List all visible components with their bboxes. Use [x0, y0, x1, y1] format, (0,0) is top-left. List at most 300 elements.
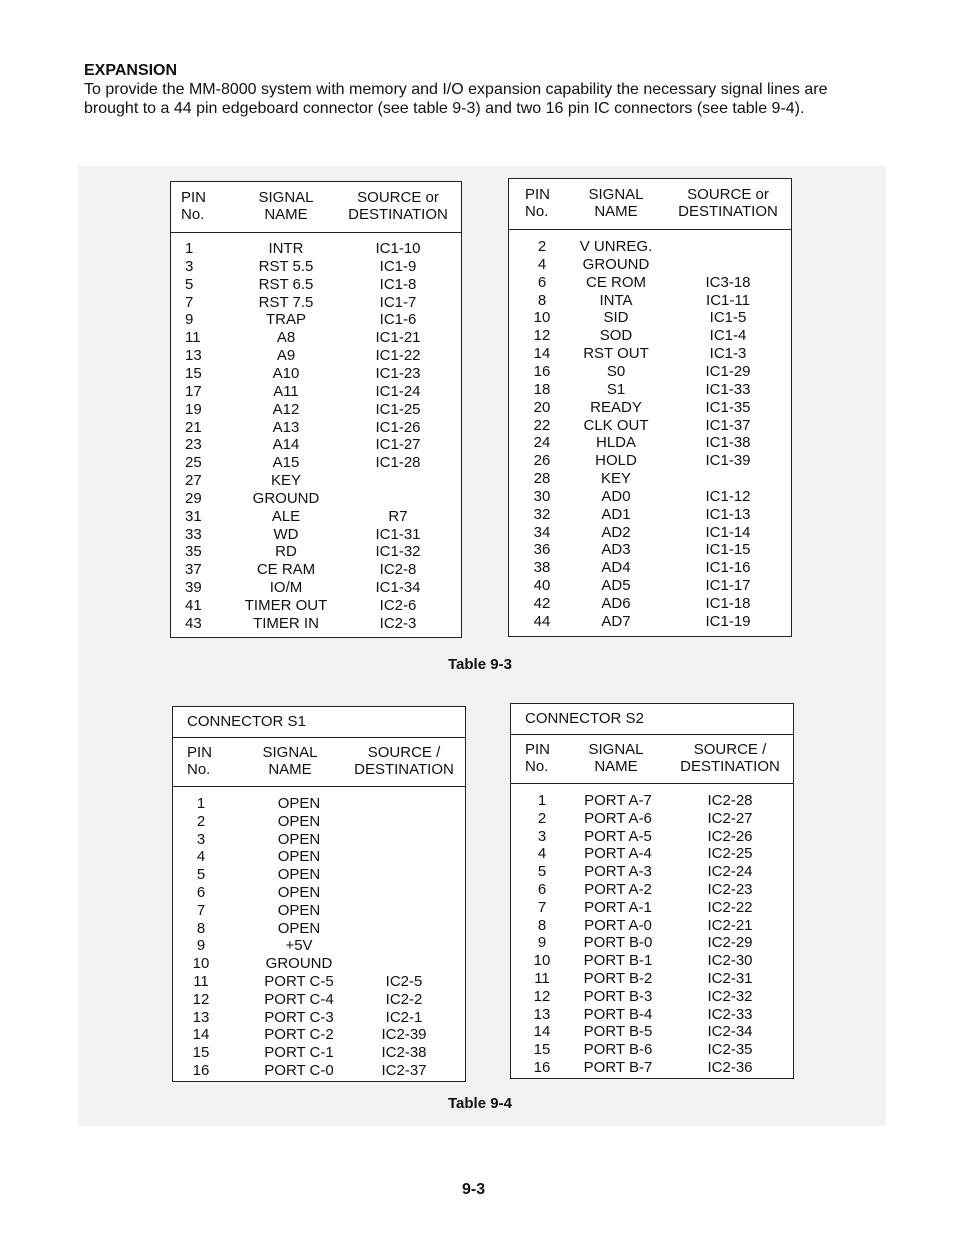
- signal-cell: RST 7.5: [258, 293, 314, 311]
- pin-cell: 16: [533, 1059, 551, 1076]
- signal-cell: PORT B-2: [583, 970, 653, 987]
- pin-cell: 29: [185, 489, 202, 507]
- table-row: [173, 848, 465, 866]
- pin-cell: 5: [196, 866, 206, 884]
- table-row: [173, 973, 465, 991]
- signal-header: SIGNAL NAME: [262, 744, 318, 778]
- signal-cell: IO/M: [269, 579, 303, 597]
- signal-cell: OPEN: [277, 901, 321, 919]
- signal-cell: PORT B-7: [583, 1059, 653, 1076]
- signal-header: SIGNAL NAME: [588, 741, 644, 775]
- table-row: [509, 363, 791, 381]
- table-row: [173, 795, 465, 813]
- pin-cell: 1: [185, 240, 194, 257]
- pin-cell: 14: [192, 1026, 210, 1044]
- pin-cell: 19: [185, 400, 202, 418]
- table-row: [171, 311, 461, 329]
- pin-cell: 6: [537, 273, 547, 291]
- pin-cell: 20: [533, 398, 551, 416]
- source-cell: IC2-23: [707, 881, 753, 898]
- signal-cell: AD0: [601, 487, 631, 505]
- signal-cell: RST 5.5: [258, 257, 314, 275]
- signal-cell: PORT B-0: [583, 934, 653, 952]
- source-cell: IC1-26: [375, 418, 421, 436]
- signal-header: SIGNAL NAME: [258, 189, 314, 223]
- signal-cell: PORT A-5: [584, 827, 652, 845]
- pin-cell: 16: [533, 362, 551, 380]
- source-cell: IC1-18: [705, 595, 751, 612]
- table-row: [171, 383, 461, 401]
- source-header: SOURCE / DESTINATION: [680, 741, 780, 775]
- pin-cell: 11: [193, 973, 209, 990]
- pin-cell: 4: [537, 255, 547, 273]
- pin-cell: 16: [192, 1062, 210, 1079]
- pin-cell: 31: [185, 507, 202, 525]
- table-9-3-odd-pins: [170, 181, 462, 638]
- source-cell: IC1-32: [375, 543, 421, 561]
- signal-cell: PORT B-3: [583, 987, 653, 1005]
- signal-cell: A8: [276, 329, 296, 347]
- pin-cell: 41: [185, 597, 202, 614]
- pin-cell: 32: [533, 505, 551, 523]
- pin-cell: 11: [534, 970, 550, 987]
- source-cell: IC2-28: [707, 792, 753, 809]
- pin-cell: 33: [185, 525, 202, 543]
- signal-cell: READY: [590, 398, 642, 416]
- source-cell: IC1-10: [375, 240, 421, 257]
- pin-cell: 3: [185, 257, 194, 275]
- source-cell: IC1-23: [375, 364, 421, 382]
- source-cell: IC1-38: [705, 434, 751, 452]
- table-row: [171, 258, 461, 276]
- pin-cell: 23: [185, 436, 202, 454]
- table-row: [509, 541, 791, 559]
- signal-cell: A9: [276, 347, 296, 365]
- signal-cell: PORT C-2: [264, 1026, 334, 1044]
- signal-cell: S0: [606, 362, 626, 380]
- table-row: [511, 1041, 793, 1059]
- table-row: [173, 937, 465, 955]
- connector-s1-table: [172, 706, 466, 1082]
- connector-title: CONNECTOR S2: [511, 704, 793, 735]
- source-cell: IC2-35: [707, 1041, 753, 1059]
- pin-cell: 2: [537, 238, 547, 255]
- pin-cell: 1: [537, 792, 547, 809]
- table-row: [171, 240, 461, 258]
- pin-cell: 44: [533, 612, 551, 630]
- source-cell: IC1-33: [705, 380, 751, 398]
- pin-cell: 8: [537, 291, 547, 309]
- table-row: [173, 902, 465, 920]
- pin-cell: 38: [533, 559, 551, 577]
- signal-cell: AD7: [601, 612, 631, 630]
- signal-cell: A11: [273, 382, 299, 400]
- pin-cell: 25: [185, 454, 202, 472]
- signal-cell: KEY: [600, 470, 631, 488]
- table-row: [173, 1009, 465, 1027]
- pin-cell: 36: [533, 541, 551, 559]
- source-cell: IC2-36: [707, 1059, 753, 1076]
- pin-cell: 4: [196, 848, 206, 866]
- table-row: [173, 813, 465, 831]
- signal-cell: OPEN: [277, 848, 321, 866]
- pin-cell: 22: [533, 416, 551, 434]
- signal-cell: V UNREG.: [579, 238, 653, 255]
- signal-cell: OPEN: [277, 795, 321, 812]
- signal-cell: CE RAM: [256, 561, 316, 579]
- source-header: SOURCE or DESTINATION: [678, 186, 778, 220]
- pin-cell: 28: [533, 470, 551, 488]
- pin-header: PIN No.: [181, 189, 207, 223]
- pin-cell: 5: [537, 863, 547, 881]
- source-cell: IC2-37: [381, 1062, 427, 1079]
- source-cell: IC2-24: [707, 863, 753, 881]
- table-row: [511, 828, 793, 846]
- table-row: [509, 470, 791, 488]
- table-row: [511, 917, 793, 935]
- table-row: [171, 561, 461, 579]
- signal-cell: AD6: [601, 595, 631, 612]
- pin-cell: 12: [533, 987, 551, 1005]
- pin-cell: 3: [196, 830, 206, 848]
- table-row: [511, 845, 793, 863]
- pin-cell: 15: [533, 1041, 551, 1059]
- table-row: [173, 866, 465, 884]
- pin-cell: 8: [196, 919, 206, 937]
- pin-cell: 39: [185, 579, 202, 597]
- signal-cell: PORT C-0: [264, 1062, 334, 1079]
- signal-cell: PORT B-5: [583, 1023, 653, 1041]
- source-cell: IC1-17: [705, 577, 751, 595]
- table-row: [509, 452, 791, 470]
- signal-cell: S1: [606, 380, 626, 398]
- pin-cell: 10: [192, 955, 210, 973]
- source-cell: IC1-31: [375, 525, 421, 543]
- table-row: [511, 899, 793, 917]
- pin-header: PIN No.: [525, 186, 551, 220]
- signal-cell: OPEN: [277, 884, 321, 901]
- signal-cell: A14: [272, 436, 300, 454]
- signal-cell: CE ROM: [586, 273, 646, 291]
- pin-cell: 40: [533, 577, 551, 595]
- pin-cell: 6: [196, 884, 206, 901]
- signal-cell: AD1: [601, 505, 631, 523]
- pin-cell: 2: [196, 812, 206, 830]
- table-header: [171, 182, 461, 233]
- table-row: [173, 884, 465, 902]
- source-header: SOURCE or DESTINATION: [348, 189, 448, 223]
- signal-cell: PORT C-4: [264, 990, 334, 1008]
- source-cell: IC2-34: [707, 1023, 753, 1041]
- source-cell: IC2-5: [385, 973, 423, 990]
- signal-cell: SOD: [599, 327, 633, 345]
- table-row: [509, 309, 791, 327]
- signal-cell: PORT A-3: [584, 863, 652, 881]
- source-cell: IC1-11: [706, 291, 750, 309]
- table-row: [173, 1044, 465, 1062]
- signal-cell: PORT A-0: [584, 916, 652, 934]
- table-row: [509, 381, 791, 399]
- signal-cell: CLK OUT: [583, 416, 649, 434]
- pin-header: PIN No.: [187, 744, 213, 778]
- source-cell: IC1-37: [705, 416, 751, 434]
- table-row: [509, 256, 791, 274]
- signal-cell: INTA: [599, 291, 633, 309]
- signal-cell: AD4: [601, 559, 631, 577]
- table-row: [509, 595, 791, 613]
- table-row: [171, 579, 461, 597]
- table-row: [511, 988, 793, 1006]
- source-cell: IC2-26: [707, 827, 753, 845]
- table-row: [509, 417, 791, 435]
- connector-s2-table: [510, 703, 794, 1079]
- pin-cell: 13: [533, 1005, 551, 1023]
- signal-cell: GROUND: [265, 955, 333, 973]
- table-row: [171, 419, 461, 437]
- signal-cell: PORT B-1: [583, 952, 653, 970]
- signal-cell: RD: [275, 543, 297, 561]
- signal-cell: PORT A-4: [584, 845, 652, 863]
- signal-cell: A10: [272, 364, 300, 382]
- signal-cell: A13: [272, 418, 300, 436]
- signal-cell: OPEN: [277, 866, 321, 884]
- source-cell: IC1-5: [709, 309, 747, 327]
- pin-cell: 21: [185, 418, 202, 436]
- signal-cell: OPEN: [277, 812, 321, 830]
- source-cell: IC1-35: [705, 398, 751, 416]
- source-cell: IC2-22: [707, 898, 753, 916]
- signal-cell: WD: [273, 525, 299, 543]
- connector-title: CONNECTOR S1: [173, 707, 465, 738]
- signal-cell: RST 6.5: [258, 275, 314, 293]
- source-cell: IC2-31: [707, 970, 753, 987]
- signal-cell: A15: [272, 454, 300, 472]
- table-row: [171, 615, 461, 633]
- table-row: [511, 970, 793, 988]
- pin-cell: 34: [533, 523, 551, 541]
- pin-cell: 12: [192, 990, 210, 1008]
- table-row: [509, 327, 791, 345]
- table-9-3-caption: Table 9-3: [448, 656, 512, 673]
- table-row: [171, 472, 461, 490]
- page-number: 9-3: [462, 1181, 486, 1198]
- source-cell: IC1-16: [705, 559, 751, 577]
- signal-cell: PORT A-1: [584, 898, 652, 916]
- pin-cell: 15: [185, 364, 202, 382]
- section-heading: EXPANSION: [84, 62, 178, 79]
- table-9-4-caption: Table 9-4: [448, 1095, 512, 1112]
- signal-cell: OPEN: [277, 919, 321, 937]
- table-row: [509, 559, 791, 577]
- pin-cell: 15: [192, 1044, 210, 1062]
- source-cell: IC1-29: [705, 362, 751, 380]
- source-cell: IC1-39: [705, 452, 751, 470]
- source-cell: IC2-33: [707, 1005, 753, 1023]
- source-cell: IC2-21: [707, 916, 753, 934]
- table-row: [509, 399, 791, 417]
- source-cell: IC1-34: [375, 579, 421, 597]
- signal-cell: AD3: [601, 541, 631, 559]
- table-row: [509, 238, 791, 256]
- table-row: [171, 508, 461, 526]
- pin-cell: 30: [533, 487, 551, 505]
- pin-cell: 3: [537, 827, 547, 845]
- signal-cell: PORT C-5: [264, 973, 334, 990]
- source-cell: IC1-6: [379, 311, 417, 329]
- table-row: [173, 1026, 465, 1044]
- pin-cell: 10: [533, 952, 551, 970]
- source-cell: IC1-3: [709, 345, 747, 363]
- source-cell: IC1-22: [375, 347, 421, 365]
- table-row: [171, 347, 461, 365]
- signal-cell: TRAP: [265, 311, 306, 329]
- table-row: [171, 365, 461, 383]
- pin-cell: 6: [537, 881, 547, 898]
- signal-cell: PORT A-6: [584, 809, 652, 827]
- table-row: [511, 881, 793, 899]
- source-cell: IC1-13: [705, 505, 751, 523]
- pin-cell: 5: [185, 275, 194, 293]
- signal-cell: A12: [272, 400, 300, 418]
- signal-cell: ALE: [271, 507, 301, 525]
- source-cell: IC1-9: [379, 257, 417, 275]
- pin-cell: 37: [185, 561, 202, 579]
- source-cell: IC2-32: [707, 987, 753, 1005]
- pin-cell: 42: [533, 595, 551, 612]
- pin-cell: 14: [533, 1023, 551, 1041]
- table-row: [173, 955, 465, 973]
- signal-header: SIGNAL NAME: [588, 186, 644, 220]
- source-cell: IC1-19: [705, 612, 751, 630]
- source-cell: IC2-2: [385, 990, 423, 1008]
- intro-paragraph: To provide the MM-8000 system with memory and I/O expansion capability the necessary signal lines are brought to a 44 pin edgeboard connector (see table 9-3) and two 16 pin IC connectors (see table 9-4).: [84, 81, 828, 117]
- source-cell: IC2-27: [707, 809, 753, 827]
- table-9-3-even-pins: [508, 178, 792, 637]
- source-cell: IC3-18: [705, 273, 751, 291]
- signal-cell: PORT A-2: [584, 881, 652, 898]
- table-row: [511, 952, 793, 970]
- source-cell: IC1-27: [375, 436, 421, 454]
- source-cell: IC1-25: [375, 400, 421, 418]
- pin-cell: 26: [533, 452, 551, 470]
- source-cell: IC1-8: [379, 275, 417, 293]
- table-row: [509, 613, 791, 631]
- table-row: [171, 329, 461, 347]
- source-cell: IC1-7: [379, 293, 417, 311]
- table-row: [509, 577, 791, 595]
- source-cell: IC2-3: [379, 614, 417, 632]
- table-row: [509, 292, 791, 310]
- pin-cell: 11: [185, 329, 201, 347]
- source-cell: IC2-25: [707, 845, 753, 863]
- signal-cell: PORT B-4: [583, 1005, 653, 1023]
- table-row: [509, 434, 791, 452]
- table-row: [173, 920, 465, 938]
- pin-cell: 43: [185, 614, 202, 632]
- source-cell: R7: [388, 507, 408, 525]
- pin-header: PIN No.: [525, 741, 551, 775]
- signal-cell: INTR: [268, 240, 304, 257]
- pin-cell: 24: [533, 434, 551, 452]
- source-cell: IC2-1: [385, 1008, 423, 1026]
- table-row: [511, 1059, 793, 1077]
- pin-cell: 4: [537, 845, 547, 863]
- table-row: [171, 454, 461, 472]
- signal-cell: GROUND: [252, 489, 320, 507]
- signal-cell: KEY: [270, 472, 301, 490]
- table-row: [511, 934, 793, 952]
- table-row: [509, 488, 791, 506]
- signal-cell: PORT A-7: [584, 792, 652, 809]
- table-row: [509, 524, 791, 542]
- pin-cell: 35: [185, 543, 202, 561]
- signal-cell: GROUND: [582, 255, 650, 273]
- table-row: [173, 831, 465, 849]
- table-row: [511, 863, 793, 881]
- source-cell: IC2-6: [379, 597, 417, 614]
- pin-cell: 7: [196, 901, 206, 919]
- pin-cell: 17: [185, 382, 202, 400]
- pin-cell: 13: [192, 1008, 210, 1026]
- signal-cell: PORT B-6: [583, 1041, 653, 1059]
- pin-cell: 1: [196, 795, 206, 812]
- table-header: [511, 735, 793, 784]
- table-row: [171, 294, 461, 312]
- table-row: [511, 792, 793, 810]
- table-row: [173, 991, 465, 1009]
- pin-cell: 7: [537, 898, 547, 916]
- pin-cell: 9: [185, 311, 194, 329]
- source-cell: IC1-15: [705, 541, 751, 559]
- source-cell: IC2-8: [379, 561, 417, 579]
- table-row: [509, 506, 791, 524]
- signal-cell: +5V: [285, 937, 313, 955]
- signal-cell: PORT C-3: [264, 1008, 334, 1026]
- table-row: [511, 810, 793, 828]
- signal-cell: SID: [603, 309, 629, 327]
- source-cell: IC1-12: [705, 487, 751, 505]
- table-header: [509, 179, 791, 230]
- pin-cell: 13: [185, 347, 202, 365]
- table-row: [171, 543, 461, 561]
- table-row: [171, 526, 461, 544]
- source-cell: IC1-28: [375, 454, 421, 472]
- signal-cell: AD5: [601, 577, 631, 595]
- pin-cell: 18: [533, 380, 551, 398]
- source-header: SOURCE / DESTINATION: [354, 744, 454, 778]
- source-cell: IC2-38: [381, 1044, 427, 1062]
- table-row: [171, 436, 461, 454]
- source-cell: IC1-21: [375, 329, 421, 347]
- source-cell: IC2-39: [381, 1026, 427, 1044]
- pin-cell: 7: [185, 293, 194, 311]
- source-cell: IC1-4: [709, 327, 747, 345]
- pin-cell: 27: [185, 472, 202, 490]
- pin-cell: 9: [537, 934, 547, 952]
- signal-cell: AD2: [601, 523, 631, 541]
- table-row: [173, 1062, 465, 1080]
- signal-cell: RST OUT: [583, 345, 649, 363]
- source-cell: IC1-24: [375, 382, 421, 400]
- signal-cell: HOLD: [595, 452, 637, 470]
- table-row: [509, 274, 791, 292]
- table-row: [511, 1023, 793, 1041]
- table-row: [171, 276, 461, 294]
- pin-cell: 10: [533, 309, 551, 327]
- table-row: [511, 1006, 793, 1024]
- signal-cell: TIMER IN: [253, 614, 319, 632]
- source-cell: IC2-30: [707, 952, 753, 970]
